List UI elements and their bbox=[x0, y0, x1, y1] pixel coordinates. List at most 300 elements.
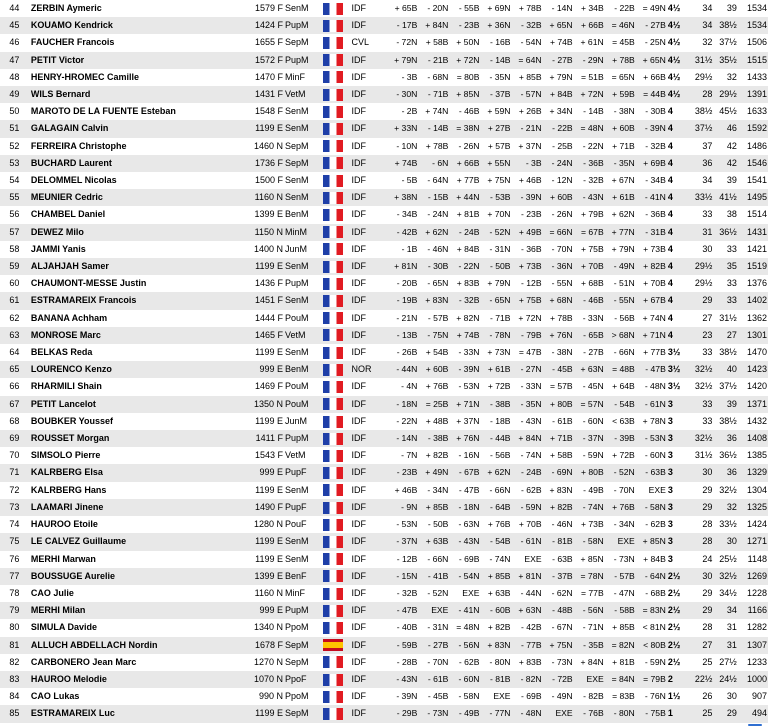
round-result-1: + 81N bbox=[387, 258, 418, 275]
league-cell: IDF bbox=[350, 120, 388, 137]
round-result-4: - 50B bbox=[480, 258, 511, 275]
round-result-8: - 57B bbox=[605, 568, 636, 585]
points-cell: 2½ bbox=[667, 637, 689, 654]
round-result-6: EXE bbox=[543, 705, 574, 722]
french-flag-icon bbox=[323, 708, 343, 720]
flag-cell bbox=[316, 292, 349, 309]
round-result-2: + 83N bbox=[418, 292, 449, 309]
category-cell: MinF bbox=[283, 585, 316, 602]
table-row bbox=[0, 224, 768, 241]
tiebreak-2: 32½ bbox=[713, 568, 737, 585]
league-cell: IDF bbox=[350, 568, 388, 585]
round-result-4: + 59N bbox=[480, 103, 511, 120]
round-result-8: + 78B bbox=[605, 52, 636, 69]
flag-cell bbox=[316, 464, 349, 481]
table-row bbox=[0, 138, 768, 155]
rank-cell: 74 bbox=[0, 516, 29, 533]
round-result-8: - 22B bbox=[605, 0, 636, 17]
league-cell: IDF bbox=[350, 447, 388, 464]
round-result-3: - 63N bbox=[449, 516, 480, 533]
performance-cell: 1408 bbox=[738, 430, 768, 447]
round-result-5: - 44N bbox=[512, 585, 543, 602]
table-row bbox=[0, 671, 768, 688]
round-result-5: - 24B bbox=[512, 464, 543, 481]
category-cell: SenM bbox=[283, 120, 316, 137]
round-result-9: - 53N bbox=[636, 430, 667, 447]
round-result-8: + 85B bbox=[605, 619, 636, 636]
round-result-1: + 65B bbox=[387, 0, 418, 17]
round-result-6: + 78B bbox=[543, 310, 574, 327]
round-result-5: + 37N bbox=[512, 138, 543, 155]
performance-cell: 1325 bbox=[738, 499, 768, 516]
round-result-3: - 55B bbox=[449, 0, 480, 17]
round-result-1: - 43N bbox=[387, 671, 418, 688]
player-name: ALJAHJAH Samer bbox=[29, 258, 240, 275]
tiebreak-2: 32 bbox=[713, 499, 737, 516]
points-cell: 4 bbox=[667, 172, 689, 189]
round-result-9: + 82B bbox=[636, 258, 667, 275]
category-cell: SepM bbox=[283, 654, 316, 671]
rating-cell: 999 E bbox=[240, 361, 283, 378]
tiebreak-2: 38½ bbox=[713, 17, 737, 34]
tiebreak-1: 25 bbox=[689, 654, 713, 671]
rank-cell: 79 bbox=[0, 602, 29, 619]
tiebreak-2: 31½ bbox=[713, 310, 737, 327]
tiebreak-2: 25½ bbox=[713, 551, 737, 568]
round-result-1: - 17B bbox=[387, 17, 418, 34]
round-result-2: + 54B bbox=[418, 344, 449, 361]
league-cell: IDF bbox=[350, 292, 388, 309]
rating-cell: 1436 F bbox=[240, 275, 283, 292]
round-result-8: + 72B bbox=[605, 447, 636, 464]
flag-cell bbox=[316, 533, 349, 550]
league-cell: IDF bbox=[350, 378, 388, 395]
points-cell: 4½ bbox=[667, 17, 689, 34]
rank-cell: 73 bbox=[0, 499, 29, 516]
round-result-8: - 66N bbox=[605, 344, 636, 361]
category-cell: VetM bbox=[283, 86, 316, 103]
rating-cell: 1678 F bbox=[240, 637, 283, 654]
flag-cell bbox=[316, 396, 349, 413]
round-result-5: - 3B bbox=[512, 155, 543, 172]
round-result-3: + 77B bbox=[449, 172, 480, 189]
round-result-9: - 34B bbox=[636, 172, 667, 189]
player-name: ZERBIN Aymeric bbox=[29, 0, 240, 17]
round-result-7: = 78N bbox=[574, 568, 605, 585]
round-result-7: - 74N bbox=[574, 499, 605, 516]
points-cell: 3 bbox=[667, 551, 689, 568]
tiebreak-1: 32 bbox=[689, 34, 713, 51]
performance-cell: 1307 bbox=[738, 637, 768, 654]
round-result-6: - 22B bbox=[543, 120, 574, 137]
round-result-8: - 51N bbox=[605, 275, 636, 292]
tiebreak-1: 29 bbox=[689, 585, 713, 602]
round-result-9: + 65N bbox=[636, 52, 667, 69]
round-result-3: - 32B bbox=[449, 292, 480, 309]
rank-cell: 50 bbox=[0, 103, 29, 120]
round-result-4: - 56B bbox=[480, 447, 511, 464]
round-result-5: + 63N bbox=[512, 602, 543, 619]
flag-cell bbox=[316, 430, 349, 447]
league-cell: IDF bbox=[350, 224, 388, 241]
tiebreak-1: 33 bbox=[689, 344, 713, 361]
round-result-2: - 6N bbox=[418, 155, 449, 172]
french-flag-icon bbox=[323, 329, 343, 341]
round-result-6: - 38N bbox=[543, 344, 574, 361]
round-result-8: - 47N bbox=[605, 585, 636, 602]
round-result-7: - 32B bbox=[574, 172, 605, 189]
points-cell: 4½ bbox=[667, 0, 689, 17]
flag-cell bbox=[316, 482, 349, 499]
round-result-6: + 76N bbox=[543, 327, 574, 344]
league-cell: IDF bbox=[350, 258, 388, 275]
league-cell: IDF bbox=[350, 172, 388, 189]
round-result-5: = 64N bbox=[512, 52, 543, 69]
french-flag-icon bbox=[323, 106, 343, 118]
round-result-5: + 73B bbox=[512, 258, 543, 275]
round-result-1: - 7N bbox=[387, 447, 418, 464]
category-cell: VetM bbox=[283, 447, 316, 464]
round-result-1: - 12B bbox=[387, 551, 418, 568]
round-result-6: - 14N bbox=[543, 0, 574, 17]
round-result-6: + 65N bbox=[543, 17, 574, 34]
performance-cell: 1371 bbox=[738, 396, 768, 413]
rating-cell: 1280 N bbox=[240, 516, 283, 533]
rating-cell: 1199 E bbox=[240, 120, 283, 137]
rating-cell: 1150 N bbox=[240, 224, 283, 241]
performance-cell: 1423 bbox=[738, 361, 768, 378]
round-result-3: EXE bbox=[449, 585, 480, 602]
tiebreak-1: 33 bbox=[689, 206, 713, 223]
tiebreak-1: 30 bbox=[689, 241, 713, 258]
league-cell: IDF bbox=[350, 482, 388, 499]
tiebreak-1: 27 bbox=[689, 310, 713, 327]
round-result-4: + 76B bbox=[480, 516, 511, 533]
round-result-2: + 76B bbox=[418, 378, 449, 395]
round-result-1: - 1B bbox=[387, 241, 418, 258]
round-result-3: - 23B bbox=[449, 17, 480, 34]
french-flag-icon bbox=[323, 502, 343, 514]
scroll-indicator bbox=[748, 724, 762, 726]
round-result-8: - 56B bbox=[605, 310, 636, 327]
round-result-3: + 81B bbox=[449, 206, 480, 223]
round-result-8: = 83B bbox=[605, 688, 636, 705]
french-flag-icon bbox=[323, 416, 343, 428]
round-result-6: + 79N bbox=[543, 69, 574, 86]
round-result-2: - 41B bbox=[418, 568, 449, 585]
player-name: CAO Lukas bbox=[29, 688, 240, 705]
performance-cell: 1304 bbox=[738, 482, 768, 499]
round-result-7: - 46B bbox=[574, 292, 605, 309]
round-result-4: - 38B bbox=[480, 396, 511, 413]
round-result-5: - 32B bbox=[512, 17, 543, 34]
round-result-6: - 37B bbox=[543, 568, 574, 585]
rating-cell: 1400 N bbox=[240, 241, 283, 258]
rank-cell: 52 bbox=[0, 138, 29, 155]
round-result-8: = 48B bbox=[605, 361, 636, 378]
category-cell: PpoF bbox=[283, 671, 316, 688]
round-result-3: - 54N bbox=[449, 568, 480, 585]
round-result-1: - 23B bbox=[387, 464, 418, 481]
player-name: GALAGAIN Calvin bbox=[29, 120, 240, 137]
tiebreak-2: 33 bbox=[713, 241, 737, 258]
french-flag-icon bbox=[323, 622, 343, 634]
round-result-4: + 79N bbox=[480, 275, 511, 292]
tiebreak-1: 37 bbox=[689, 138, 713, 155]
round-result-7: - 59N bbox=[574, 447, 605, 464]
league-cell: IDF bbox=[350, 464, 388, 481]
round-result-2: + 84N bbox=[418, 17, 449, 34]
tiebreak-1: 32½ bbox=[689, 430, 713, 447]
player-name: KALRBERG Elsa bbox=[29, 464, 240, 481]
table-row bbox=[0, 361, 768, 378]
flag-cell bbox=[316, 189, 349, 206]
french-flag-icon bbox=[323, 175, 343, 187]
round-result-3: - 26N bbox=[449, 138, 480, 155]
round-result-3: + 74B bbox=[449, 327, 480, 344]
category-cell: MinF bbox=[283, 69, 316, 86]
performance-cell: 1515 bbox=[738, 52, 768, 69]
performance-cell: 1402 bbox=[738, 292, 768, 309]
rank-cell: 70 bbox=[0, 447, 29, 464]
tiebreak-2: 42 bbox=[713, 138, 737, 155]
performance-cell: 1385 bbox=[738, 447, 768, 464]
round-result-8: - 54B bbox=[605, 396, 636, 413]
category-cell: BenM bbox=[283, 206, 316, 223]
rating-cell: 1444 F bbox=[240, 310, 283, 327]
performance-cell: 1420 bbox=[738, 378, 768, 395]
performance-cell: 1534 bbox=[738, 17, 768, 34]
round-result-3: = 38N bbox=[449, 120, 480, 137]
performance-cell: 1519 bbox=[738, 258, 768, 275]
round-result-4: - 44B bbox=[480, 430, 511, 447]
round-result-2: - 64N bbox=[418, 172, 449, 189]
round-result-6: - 72B bbox=[543, 671, 574, 688]
round-result-5: - 74N bbox=[512, 447, 543, 464]
french-flag-icon bbox=[323, 398, 343, 410]
flag-cell bbox=[316, 637, 349, 654]
category-cell: SenM bbox=[283, 551, 316, 568]
rating-cell: 1548 F bbox=[240, 103, 283, 120]
rating-cell: 1350 N bbox=[240, 396, 283, 413]
round-result-2: + 60B bbox=[418, 361, 449, 378]
round-result-4: - 52N bbox=[480, 224, 511, 241]
round-result-1: - 22N bbox=[387, 413, 418, 430]
flag-cell bbox=[316, 671, 349, 688]
round-result-8: - 38N bbox=[605, 103, 636, 120]
round-result-5: + 70B bbox=[512, 516, 543, 533]
round-result-9: - 41N bbox=[636, 189, 667, 206]
round-result-7: EXE bbox=[574, 671, 605, 688]
player-name: MERHI Milan bbox=[29, 602, 240, 619]
player-name: MEUNIER Cedric bbox=[29, 189, 240, 206]
rank-cell: 59 bbox=[0, 258, 29, 275]
round-result-1: + 46B bbox=[387, 482, 418, 499]
tiebreak-2: 39 bbox=[713, 396, 737, 413]
round-result-4: - 78N bbox=[480, 327, 511, 344]
round-result-4: - 54B bbox=[480, 533, 511, 550]
round-result-8: EXE bbox=[605, 533, 636, 550]
tiebreak-1: 31½ bbox=[689, 447, 713, 464]
points-cell: 4½ bbox=[667, 34, 689, 51]
points-cell: 4 bbox=[667, 155, 689, 172]
round-result-8: + 59B bbox=[605, 86, 636, 103]
points-cell: 4 bbox=[667, 103, 689, 120]
flag-cell bbox=[316, 568, 349, 585]
rating-cell: 1340 N bbox=[240, 619, 283, 636]
performance-cell: 1391 bbox=[738, 86, 768, 103]
tiebreak-2: 38 bbox=[713, 206, 737, 223]
league-cell: IDF bbox=[350, 533, 388, 550]
performance-cell: 1432 bbox=[738, 413, 768, 430]
player-name: BANANA Achham bbox=[29, 310, 240, 327]
french-flag-icon bbox=[323, 140, 343, 152]
performance-cell: 1506 bbox=[738, 34, 768, 51]
round-result-1: - 30N bbox=[387, 86, 418, 103]
round-result-1: - 59B bbox=[387, 637, 418, 654]
round-result-5: - 21N bbox=[512, 120, 543, 137]
points-cell: 3½ bbox=[667, 378, 689, 395]
points-cell: 4 bbox=[667, 138, 689, 155]
french-flag-icon bbox=[323, 71, 343, 83]
round-result-6: - 61B bbox=[543, 413, 574, 430]
round-result-9: - 25N bbox=[636, 34, 667, 51]
flag-cell bbox=[316, 224, 349, 241]
player-name: KOUAMO Kendrick bbox=[29, 17, 240, 34]
round-result-3: = 80B bbox=[449, 69, 480, 86]
tiebreak-1: 26 bbox=[689, 688, 713, 705]
rating-cell: 1160 N bbox=[240, 585, 283, 602]
player-name: LE CALVEZ Guillaume bbox=[29, 533, 240, 550]
category-cell: SepM bbox=[283, 138, 316, 155]
rating-cell: 1199 E bbox=[240, 413, 283, 430]
flag-cell bbox=[316, 52, 349, 69]
round-result-7: + 84N bbox=[574, 654, 605, 671]
league-cell: IDF bbox=[350, 551, 388, 568]
round-result-8: + 76B bbox=[605, 499, 636, 516]
round-result-9: - 39N bbox=[636, 120, 667, 137]
performance-cell: 1376 bbox=[738, 275, 768, 292]
tiebreak-2: 38½ bbox=[713, 413, 737, 430]
points-cell: 4½ bbox=[667, 52, 689, 69]
round-result-9: = 44B bbox=[636, 86, 667, 103]
category-cell: PupM bbox=[283, 602, 316, 619]
round-result-1: - 9N bbox=[387, 499, 418, 516]
points-cell: 2½ bbox=[667, 602, 689, 619]
tiebreak-2: 24½ bbox=[713, 671, 737, 688]
round-result-7: + 72N bbox=[574, 86, 605, 103]
round-result-3: + 72N bbox=[449, 52, 480, 69]
rating-cell: 1500 F bbox=[240, 172, 283, 189]
round-result-3: + 71N bbox=[449, 396, 480, 413]
table-row bbox=[0, 585, 768, 602]
flag-cell bbox=[316, 619, 349, 636]
points-cell: 1½ bbox=[667, 688, 689, 705]
flag-cell bbox=[316, 602, 349, 619]
table-row bbox=[0, 69, 768, 86]
table-row bbox=[0, 396, 768, 413]
player-name: PETIT Lancelot bbox=[29, 396, 240, 413]
round-result-6: - 45B bbox=[543, 361, 574, 378]
round-result-6: - 62N bbox=[543, 585, 574, 602]
round-result-9: - 63B bbox=[636, 464, 667, 481]
round-result-6: - 55N bbox=[543, 275, 574, 292]
points-cell: 2½ bbox=[667, 619, 689, 636]
round-result-3: - 43N bbox=[449, 533, 480, 550]
rank-cell: 48 bbox=[0, 69, 29, 86]
round-result-7: - 37N bbox=[574, 430, 605, 447]
round-result-3: - 62B bbox=[449, 654, 480, 671]
performance-cell: 1166 bbox=[738, 602, 768, 619]
round-result-7: = 48N bbox=[574, 120, 605, 137]
round-result-9: EXE bbox=[636, 482, 667, 499]
points-cell: 2½ bbox=[667, 568, 689, 585]
rank-cell: 54 bbox=[0, 172, 29, 189]
round-result-5: - 36B bbox=[512, 241, 543, 258]
rating-cell: 999 E bbox=[240, 602, 283, 619]
rating-cell: 1070 N bbox=[240, 671, 283, 688]
round-result-2: + 82B bbox=[418, 447, 449, 464]
tiebreak-2: 29½ bbox=[713, 86, 737, 103]
table-row bbox=[0, 499, 768, 516]
round-result-5: - 12B bbox=[512, 275, 543, 292]
round-result-2: + 49N bbox=[418, 464, 449, 481]
flag-cell bbox=[316, 155, 349, 172]
round-result-6: + 68N bbox=[543, 292, 574, 309]
round-result-2: - 45B bbox=[418, 688, 449, 705]
round-result-4: - 53B bbox=[480, 189, 511, 206]
french-flag-icon bbox=[323, 605, 343, 617]
tiebreak-2: 27 bbox=[713, 327, 737, 344]
round-result-5: - 42B bbox=[512, 619, 543, 636]
points-cell: 4 bbox=[667, 275, 689, 292]
round-result-5: + 75B bbox=[512, 292, 543, 309]
spanish-flag-icon bbox=[323, 639, 343, 651]
rank-cell: 72 bbox=[0, 482, 29, 499]
league-cell: IDF bbox=[350, 585, 388, 602]
tiebreak-1: 31½ bbox=[689, 52, 713, 69]
player-name: SIMULA Davide bbox=[29, 619, 240, 636]
league-cell: NOR bbox=[350, 361, 388, 378]
round-result-2: + 62N bbox=[418, 224, 449, 241]
table-row bbox=[0, 378, 768, 395]
rating-cell: 999 E bbox=[240, 464, 283, 481]
league-cell: IDF bbox=[350, 516, 388, 533]
league-cell: IDF bbox=[350, 654, 388, 671]
round-result-5: - 62B bbox=[512, 482, 543, 499]
round-result-5: - 35N bbox=[512, 396, 543, 413]
round-result-8: = 82N bbox=[605, 637, 636, 654]
rank-cell: 46 bbox=[0, 34, 29, 51]
round-result-6: - 70N bbox=[543, 241, 574, 258]
points-cell: 3 bbox=[667, 533, 689, 550]
table-row bbox=[0, 533, 768, 550]
player-name: PETIT Victor bbox=[29, 52, 240, 69]
rank-cell: 53 bbox=[0, 155, 29, 172]
round-result-7: - 60N bbox=[574, 413, 605, 430]
rank-cell: 57 bbox=[0, 224, 29, 241]
round-result-2: - 65N bbox=[418, 275, 449, 292]
round-result-9: = 83N bbox=[636, 602, 667, 619]
rank-cell: 76 bbox=[0, 551, 29, 568]
rank-cell: 65 bbox=[0, 361, 29, 378]
performance-cell: 1421 bbox=[738, 241, 768, 258]
tiebreak-2: 36 bbox=[713, 464, 737, 481]
tiebreak-2: 37½ bbox=[713, 378, 737, 395]
round-result-4: - 80N bbox=[480, 654, 511, 671]
rank-cell: 61 bbox=[0, 292, 29, 309]
league-cell: IDF bbox=[350, 155, 388, 172]
